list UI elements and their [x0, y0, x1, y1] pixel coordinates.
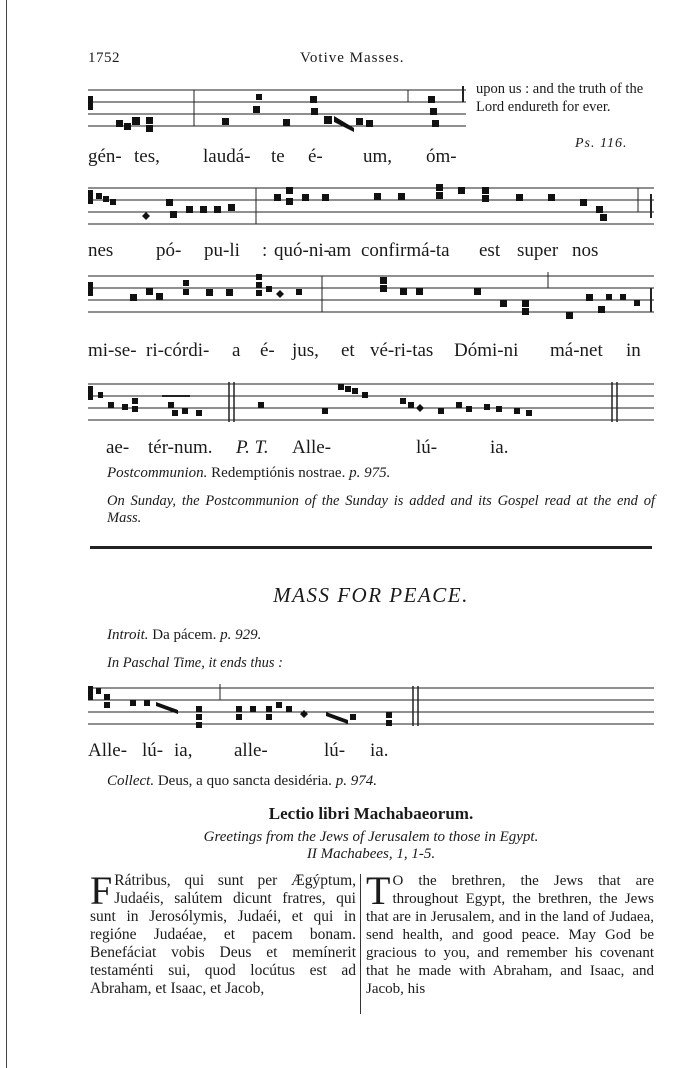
collect-line: [107, 773, 377, 790]
chant-staff-4: [86, 380, 658, 430]
lesson-heading: Lectio libri Machabaeorum.: [268, 804, 474, 823]
syllable: Dómi-ni: [454, 340, 519, 361]
syllable: lú-: [142, 740, 164, 761]
page-ref: p. 975.: [349, 465, 391, 481]
postcommunion-line: [107, 465, 390, 482]
chant-lyrics-2: [88, 240, 658, 264]
syllable: a: [232, 340, 241, 361]
syllable: ae-: [106, 437, 130, 458]
chant-staff-5: [86, 684, 658, 736]
collect-label: Collect.: [107, 773, 155, 789]
syllable: laudá-: [203, 146, 251, 167]
section-divider: [90, 546, 652, 549]
syllable: ia.: [370, 740, 389, 761]
chant-staff-1: [86, 86, 470, 142]
syllable: ri-córdi-: [146, 340, 210, 361]
syllable: super: [517, 240, 559, 261]
syllable: pu-li: [204, 240, 240, 261]
syllable: lú-: [324, 740, 346, 761]
latin-drop-cap: F: [90, 868, 113, 913]
postcommunion-label: Postcommunion.: [107, 465, 208, 481]
lesson-subtitle-block: [90, 829, 652, 863]
syllable: tér-num.: [148, 437, 213, 458]
syllable: ia,: [174, 740, 193, 761]
syllable: mi-se-: [88, 340, 137, 361]
syllable: tes,: [134, 146, 160, 167]
mass-title: MASS FOR PEACE.: [273, 583, 469, 607]
lesson-subtitle: Greetings from the Jews of Jerusalem to those in Egypt.: [203, 829, 539, 845]
staff-lines: [86, 684, 658, 736]
side-translation: upon us : and the truth of the Lord endureth for ever.: [476, 81, 644, 115]
staff-lines: [86, 184, 658, 238]
syllable: est: [479, 240, 501, 261]
page-ref: p. 974.: [335, 773, 377, 789]
syllable: P. T.: [236, 437, 269, 458]
syllable: quó-ni-: [274, 240, 330, 261]
syllable: um,: [363, 146, 393, 167]
chant-staff-2: [86, 184, 658, 238]
page-ref: p. 929.: [220, 627, 262, 643]
chant-lyrics-1: [88, 146, 468, 170]
staff-lines: [86, 272, 658, 332]
postcommunion-text: Redemptiónis nostrae.: [211, 465, 346, 481]
chant-lyrics-4: [88, 437, 658, 461]
staff-lines: [86, 86, 470, 142]
syllable: é-: [260, 340, 275, 361]
chant-lyrics-5: [88, 740, 658, 764]
staff-lines: [86, 380, 658, 430]
syllable: am: [328, 240, 352, 261]
introit-line: [107, 627, 261, 644]
paschal-note: In Paschal Time, it ends thus :: [107, 655, 284, 671]
page-left-border: [6, 0, 7, 1068]
syllable: ia.: [490, 437, 509, 458]
syllable: et: [341, 340, 355, 361]
english-text: O the brethren, the Jews that are throughout Egypt, the brethren, the Jews that are in Jerusalem, and in the land of Judaea, send health, and good peace. May God be gracious to you, and remember his covenant that he made with Abraham, and Isaac, and Jacob, his: [366, 873, 654, 997]
syllable: gén-: [88, 146, 122, 167]
column-divider: [360, 874, 361, 1014]
lesson-reference: II Machabees, 1, 1-5.: [306, 846, 436, 862]
syllable: má-net: [550, 340, 603, 361]
psalm-reference: Ps. 116.: [575, 136, 628, 151]
syllable: vé-ri-tas: [370, 340, 434, 361]
running-title: Votive Masses.: [300, 50, 405, 66]
introit-label: Introit.: [107, 627, 149, 643]
english-column: [366, 868, 654, 998]
syllable: óm-: [426, 146, 457, 167]
latin-text: Rátribus, qui sunt per Ægýptum, Judaéis, salútem dicunt fratres, qui sunt in Jerosólymis, Judaéi, et qui in regióne Judaéae, et pacem bonam. Benefáciat vobis Deus et memínerit testaménti sui, quod locútus est ad Abraham, et Isaac, et Jacob,: [90, 872, 356, 997]
syllable: confirmá-ta: [361, 240, 450, 261]
syllable: jus,: [292, 340, 319, 361]
syllable: é-: [308, 146, 323, 167]
syllable: te: [271, 146, 285, 167]
syllable: alle-: [234, 740, 268, 761]
chant-lyrics-3: [88, 340, 658, 364]
syllable: lú-: [416, 437, 438, 458]
syllable: :: [262, 240, 268, 261]
syllable: in: [626, 340, 641, 361]
syllable: nos: [572, 240, 599, 261]
syllable: Alle-: [292, 437, 332, 458]
english-drop-cap: T: [366, 868, 391, 913]
latin-column: [90, 868, 356, 998]
introit-text: Da pácem.: [152, 627, 217, 643]
sunday-note: On Sunday, the Postcommunion of the Sunday is added and its Gospel read at the end of Mass.: [107, 493, 655, 526]
syllable: Alle-: [88, 740, 128, 761]
syllable: nes: [88, 240, 114, 261]
syllable: pó-: [156, 240, 182, 261]
chant-staff-3: [86, 272, 658, 332]
page-number: 1752: [88, 50, 120, 66]
collect-text: Deus, a quo sancta desidéria.: [157, 773, 332, 789]
